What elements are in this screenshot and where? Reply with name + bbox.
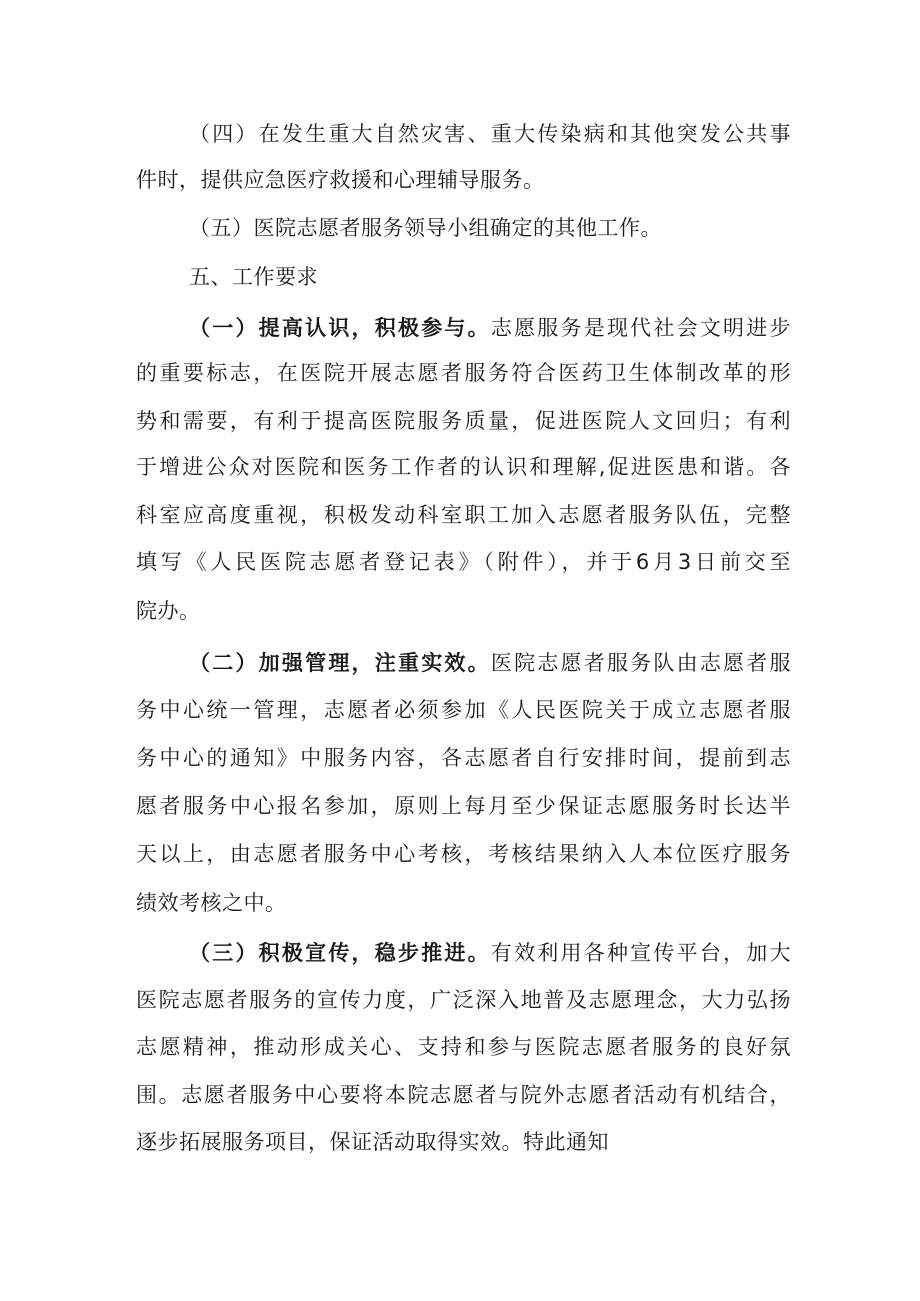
req1-line6: 填写《人民医院志愿者登记表》（附件），并于6月3日前交至	[136, 550, 791, 574]
item4-line1: （四）在发生重大自然灾害、重大传染病和其他突发公共事	[189, 122, 791, 146]
req3-line5: 逐步拓展服务项目，保证活动取得实效。特此通知	[136, 1130, 609, 1154]
req2-line6: 绩效考核之中。	[136, 891, 287, 915]
section-heading: 五、工作要求	[189, 265, 318, 289]
req3-line1	[189, 938, 791, 968]
req2-line4: 愿者服务中心报名参加，原则上每月至少保证志愿服务时长达半	[136, 794, 791, 818]
req2-line2: 务中心统一管理，志愿者必须参加《人民医院关于成立志愿者服	[136, 698, 791, 722]
req1-bold-title: （一）提高认识，积极参与。	[189, 316, 491, 340]
req2-line3: 务中心的通知》中服务内容，各志愿者自行安排时间，提前到志	[136, 746, 791, 770]
req2-line1-rest: 医院志愿者服务队由志愿者服	[490, 651, 791, 675]
req2-line1	[189, 648, 791, 678]
req1-line4: 于增进公众对医院和医务工作者的认识和理解,促进医患和谐。各	[136, 455, 791, 479]
req1-line7: 院办。	[136, 599, 201, 623]
req1-line3: 势和需要，有利于提高医院服务质量，促进医院人文回归；有利	[136, 409, 791, 433]
req3-line1-rest: 有效利用各种宣传平台，加大	[490, 941, 791, 965]
req3-line4: 围。志愿者服务中心要将本院志愿者与院外志愿者活动有机结合，	[136, 1083, 791, 1107]
req3-line2: 医院志愿者服务的宣传力度，广泛深入地普及志愿理念，大力弘扬	[136, 988, 791, 1012]
item5-line1: （五）医院志愿者服务领导小组确定的其他工作。	[189, 216, 662, 240]
req3-bold-title: （三）积极宣传，稳步推进。	[189, 941, 491, 965]
req1-line5: 科室应高度重视，积极发动科室职工加入志愿者服务队伍，完整	[136, 503, 791, 527]
req2-bold-title: （二）加强管理，注重实效。	[189, 651, 491, 675]
req2-line5: 天以上，由志愿者服务中心考核，考核结果纳入人本位医疗服务	[136, 842, 791, 866]
req1-line1	[189, 313, 791, 343]
item4-line2: 件时，提供应急医疗救援和心理辅导服务。	[136, 168, 545, 192]
req3-line3: 志愿精神，推动形成关心、支持和参与医院志愿者服务的良好氛	[136, 1035, 791, 1059]
req1-line1-rest: 志愿服务是现代社会文明进步	[490, 316, 791, 340]
req1-line2: 的重要标志，在医院开展志愿者服务符合医药卫生体制改革的形	[136, 361, 791, 385]
